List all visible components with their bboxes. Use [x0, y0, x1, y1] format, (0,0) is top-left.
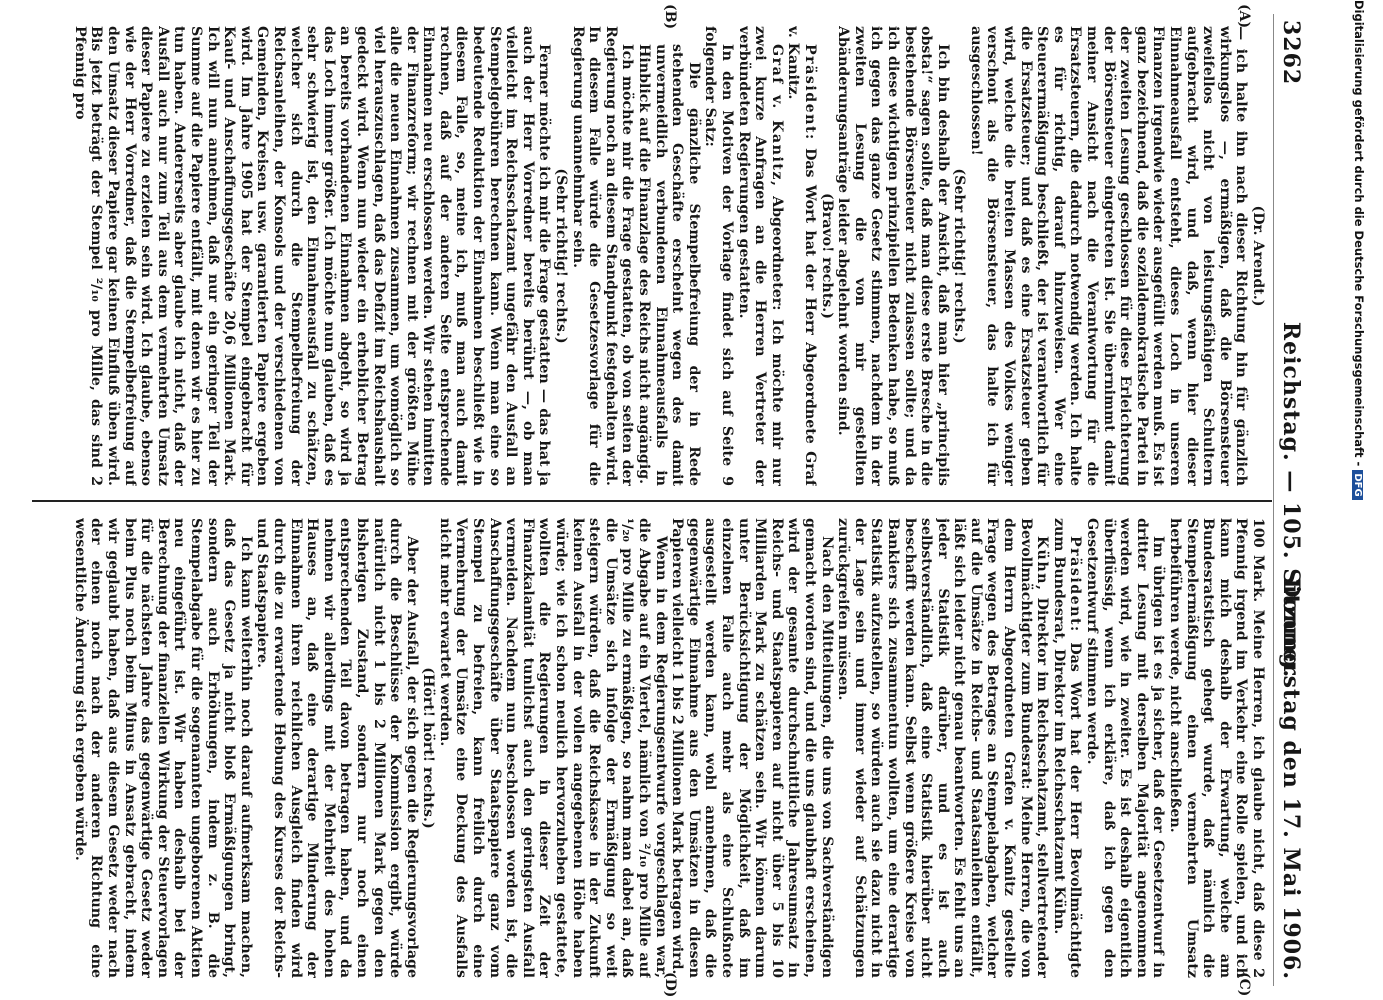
paragraph: Nach den Mitteilungen, die uns von Sachverständigen gemacht worden sind, und die uns glaubhaft erscheinen, wird der gesamte durchschnittliche Jahresumsatz in Reichs- und Staatspapieren auf nicht über 5 bis 10 Milliarden Mark zu schätzen sein. Wir können darum unter Berücksichtigung der Möglichkeit, daß im einzelnen Falle auch mehr als eine Schlußnote ausgestellt werden kann, wohl annehmen, daß die gegenwärtige Einnahme aus den Umsätzen in diesen Papieren vielleicht 1 bis 2 Millionen Mark betragen wird. [669, 518, 835, 978]
page-header [1274, 20, 1308, 980]
interjection: (Hört! hört! rechts.) [420, 667, 437, 829]
paragraph [1050, 518, 1083, 978]
margin-marker-a: (A) [1236, 4, 1252, 29]
margin-marker-c: (C) [1236, 972, 1252, 997]
column-divider [32, 500, 1272, 502]
interjection: (Sehr richtig! rechts.) [951, 168, 968, 344]
page-number: 3262 [1278, 20, 1304, 86]
margin-marker-b: (B) [662, 4, 678, 30]
paragraph: 100 Mark. Meine Herren, ich glaube nicht, daß diese 2 Pfennig irgend im Verkehr eine Rolle spielen, und ich kann mich deshalb der Erwartung, welche am Bundesratstisch gehegt wurde, daß nämlich die Stempelermäßigung einen vermehrten Umsatz herbeiführen werde, nicht anschließen. [1167, 518, 1266, 978]
speaker-name: Graf v. Kanitz, [768, 44, 785, 188]
speech-text: Das Wort hat der Herr Bevollmächtigte zum Bundesrat, Direktor im Reichsschatzamt Kühn. [1050, 518, 1084, 978]
speech-text: Direktor im Reichsschatzamt, stellvertretender Bevollmächtigter zum Bundesrat: Meine Herren, die von dem Herrn Abgeordneten Grafen v. Kanitz gestellte Frage wegen des Betrages an Stempelabgaben, welcher auf die Umsätze in Reichs- und Staatsanleihen entfällt, läßt sich leider nicht genau beantworten. Es fehlt uns an jeder Statistik darüber, und es ist auch selbstverständlich, daß eine Statistik hierüber nicht beschafft werden kann. Selbst wenn größere Kreise von Bankiers sich zusammentun wollten, um eine derartige Statistik aufzustellen, so würden auch sie dazu nicht in der Lage sein und immer wieder auf Schätzungen zurückgreifen müssen. [835, 518, 1051, 978]
interjection: (Bravo! rechts.) [818, 193, 835, 319]
header-rule [1273, 14, 1274, 986]
dfg-logo: DFG [1352, 470, 1363, 499]
interjection: (Sehr richtig! rechts.) [553, 168, 570, 344]
paragraph: Ich kann weiterhin noch darauf aufmerksam machen, daß das Gesetz ja nicht bloß Ermäßigungen bringt, sondern auch Erhöhungen, indem z. B. die Stempelabgabe für die sogenannten ungeborenen Aktien neu eingeführt ist. Wir haben deshalb bei der Berechnung der finanziellen Wirkung der Steuervorlagen für die nächsten Jahre das gegenwärtige Gesetz weder beim Plus noch beim Minus in Ansatz gebracht, indem wir geglaubt haben, daß aus diesem Gesetz weder nach der einen noch nach der anderen Richtung eine wesentliche Änderung sich ergeben würde. [71, 518, 254, 978]
margin-marker-d: (D) [662, 972, 678, 998]
session-date: Donnerstag den 17. Mai 1906. [1278, 578, 1304, 980]
speech-text: Abgeordneter: Ich möchte mir nur zwei kurze Anfragen an die Herren Vertreter der verbündeten Regierungen gestatten. [735, 26, 785, 486]
paragraph [785, 26, 818, 486]
speaker-name: Präsident: [801, 44, 818, 141]
speaker-name: Präsident: [1067, 536, 1084, 633]
paragraph [735, 26, 785, 486]
speaker-header: (Dr. Arendt.) [1250, 205, 1266, 307]
rotated-page [18, 0, 1318, 1000]
right-column [26, 518, 1266, 978]
paragraph: Aber der Ausfall, der sich gegen die Regierungsvorlage durch die Beschlüsse der Kommission ergibt, würde natürlich nicht 1 bis 2 Millionen Mark gegen den bisherigen Zustand, sondern nur noch einen entsprechenden Teil davon betragen haben, und da nehmen wir allerdings mit der Mehrheit des hohen Hauses an, daß eine derartige Minderung der Einnahmen ihren reichlichen Ausgleich finden wird durch die zu erwartende Hebung des Kurses der Reichs- und Staatspapiere. [254, 518, 420, 978]
paragraph: In den Motiven der Vorlage findet sich auf Seite 9 folgender Satz: [702, 26, 735, 486]
paragraph [835, 518, 1051, 978]
session-title: Reichstag. — 105. Sitzung. [1278, 321, 1304, 679]
quotation: Die gänzliche Stempelbefreiung der in Rede stehenden Geschäfte erscheint wegen des damit unvermeidlich verbundenen Einnahmeausfalls in Hinblick auf die Finanzlage des Reichs nicht angängig. [636, 44, 702, 486]
paragraph: Ferner möchte ich mir die Frage gestatten — das hat ja auch der Herr Vorredner bereits berührt —, ob man vielleicht im Reichsschatzamt ungefähr den Ausfall an Stempelgebühren berechnen kann. Wenn man eine so bedeutende Reduktion der Einnahmen beschließt wie in diesem Falle, so, meine ich, muß man auch damit rechnen, daß auf der anderen Seite entsprechende Einnahmen neu erschlossen werden. Wir stehen inmitten der Finanzreform; wir rechnen mit der größten Mühe alle die neuen Einnahmen zusammen, um womöglich so viel herauszuschlagen, daß das Defizit im Reichshaushalt gedeckt wird. Wenn nun wieder ein erheblicher Betrag an bereits vorhandenen Einnahmen abgeht, so wird ja das Loch immer größer. Ich möchte nun glauben, daß es sehr schwierig ist, den Einnahmeausfall zu schätzen, welcher sich durch die Stempelbefreiung der Reichsanleihen, der Konsols und der verschiedenen von Gemeinden, Kreisen usw. garantierten Papiere ergeben wird. Im Jahre 1905 hat der Stempel eingebracht für Kauf- und Anschaffungsgeschäfte 20,6 Millionen Mark. Ich will nun annehmen, daß nur ein geringer Teil der Summe auf die Papiere entfällt, mit denen wir es hier zu tun haben. Andererseits aber glaube ich nicht, daß der Ausfall auch nur zum Teil aus dem vermehrten Umsatz dieser Papiere zu erzielen sein wird. Ich glaube, ebenso wie der Herr Vorredner, daß die Stempelbefreiung auf den Umsatz dieser Papiere gar keinen Einfluß üben wird. Bis jetzt beträgt der Stempel ²/₁₀ pro Mille, das sind 2 Pfennig pro [71, 26, 553, 486]
speaker-name: Kühn, [1034, 536, 1051, 592]
paragraph: Wenn in dem Regierungsentwurfe vorgeschlagen war, die Abgabe auf ein Viertel, nämlich von ²/₁₀ pro Mille auf ¹/₂₀ pro Mille zu ermäßigen, so nahm man dabei an, daß die Umsätze sich infolge der Ermäßigung so weit steigern würden, daß die Reichskasse in der Zukunft keinen Ausfall in der vollen angegebenen Höhe haben würde; wie ich schon neulich hervorzuheben gestattete, wollten die Regierungen in dieser Zeit der Finanzkalamität tunlichst auch den geringsten Ausfall vermeiden. Nachdem nun beschlossen worden ist, die Anschaffungsgeschäfte über Staatspapiere ganz vom Stempel zu befreien, kann freilich durch eine Vermehrung der Umsätze eine Deckung des Ausfalls nicht mehr erwartet werden. [436, 518, 669, 978]
paragraph: — ich halte ihn nach dieser Richtung hin für gänzlich wirkungslos —, ermäßigen, daß die Börsensteuer zweifellos nicht von leistungsfähigen Schultern aufgebracht wird, und daß, wenn hier dieser Einnahmeausfall entsteht, dieses Loch in unseren Finanzen irgendwie wieder ausgefüllt werden muß. Es ist ganz bezeichnend, daß die sozialdemokratische Partei in der zweiten Lesung geschlossen für diese Erleichterung der Börsensteuer eingetreten ist. Sie übernimmt damit meiner Ansicht nach die Verantwortung für die Ersatzsteuern, die dadurch notwendig werden. Ich halte es für richtig, darauf hinzuweisen. Wer eine Steuerermäßigung beschließt, der ist verantwortlich für die Ersatzsteuer; und daß es eine Ersatzsteuer geben wird, welche die breiten Massen des Volkes weniger verschont als die Börsensteuer, das halte ich für ausgeschlossen! [967, 26, 1250, 486]
paragraph: Ich möchte mir die Frage gestatten, ob von seiten der Regierung noch an diesem Standpunkt festgehalten wird. In diesem Falle würde die Gesetzesvorlage für die Regierung unannehmbar sein. [569, 26, 636, 486]
footer-text: Digitalisierung gefördert durch die Deutsche Forschungsgemeinschaft - [1352, 0, 1366, 467]
digitization-footer [1349, 0, 1366, 1000]
paragraph: Ich bin deshalb der Ansicht, daß man hier „principiis obsta!“ sagen sollte, daß man diese erste Bresche in die bestehende Börsensteuer nicht zulassen sollte; und da ich diese wichtigen prinzipiellen Bedenken habe, so muß ich gegen das ganze Gesetz stimmen, nachdem in der zweiten Lesung die von mir gestellten Abänderungsanträge leider abgelehnt worden sind. [835, 26, 951, 486]
left-column [26, 26, 1266, 486]
speech-text: Das Wort hat der Herr Abgeordnete Graf v. Kanitz. [785, 26, 818, 486]
paragraph: Im übrigen ist es ja sicher, daß der Gesetzentwurf in dritter Lesung mit derselben Majorität angenommen werden wird, wie in zweiter. Es ist deshalb eigentlich überflüssig, wenn ich erkläre, daß ich gegen den Gesetzentwurf stimmen werde. [1084, 518, 1167, 978]
